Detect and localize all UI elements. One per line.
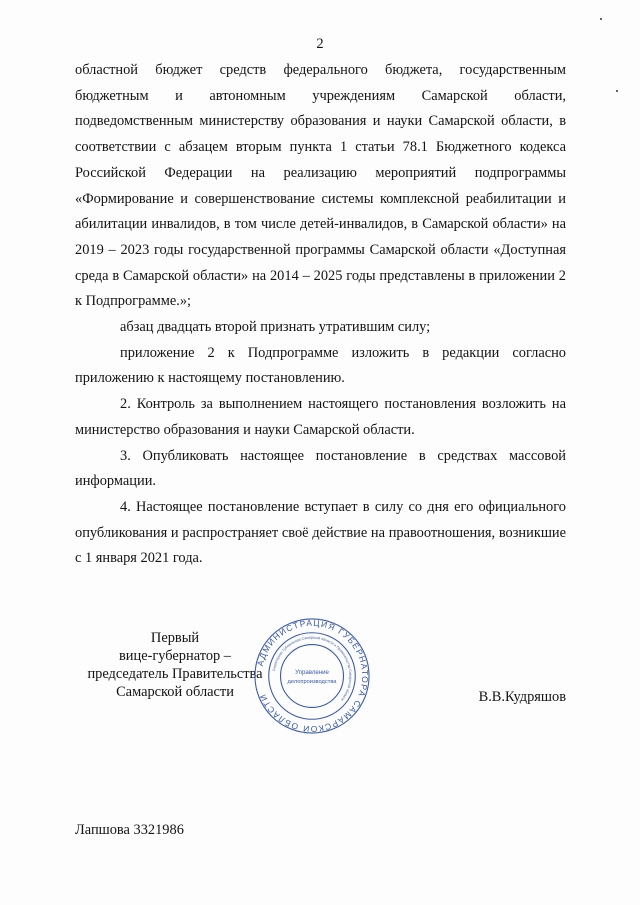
signatory-title-line: Первый [150,630,200,646]
paragraph-1: областной бюджет средств федерального бюджета, государственным бюджетным и автономным учреждениям Самарской области, подведомственным министерству образования и науки Самарской области, в соответствии с абзацем вторым пункта 1 статьи 78.1 Бюджетного кодекса Российской Федерации на реализацию мероприятий подпрограммы «Формирование и совершенствование системы комплексной реабилитации и абилитации инвалидов, в том числе детей-инвалидов, в Самарской области» на 2019 – 2023 годы государственной программы Самарской области «Доступная среда в Самарской области» на 2014 – 2025 годы представлены в приложении 2 к Подпрограмме.»; [75,62,566,310]
paragraph-2: абзац двадцать второй признать утратившим силу; [120,319,431,336]
signatory-name: В.В.Кудряшов [478,689,566,705]
paragraph-5: 3. Опубликовать настоящее постановление в средствах массовой информации. [75,447,566,490]
document-body [75,58,566,572]
scan-speck [600,18,602,20]
paragraph-4: 2. Контроль за выполнением настоящего постановления возложить на министерство образования и науки Самарской области. [75,396,566,438]
stamp-center-line: Управление [295,669,329,677]
stamp-seal-icon [253,617,371,735]
signatory-title [75,629,275,701]
stamp-outer-text: АДМИНИСТРАЦИЯ ГУБЕРНАТОРА САМАРСКОЙ ОБЛАСТИ [254,617,371,735]
page-number: 2 [316,36,324,52]
stamp-middle-text: Секретариат Губернатора Самарской области и Правительства Самарской области [271,635,353,702]
stamp-center-line: делопроизводства [287,678,337,685]
scan-speck [616,90,618,92]
signatory-title-line: вице-губернатор – [119,648,231,664]
official-stamp [253,617,371,735]
signatory-title-line: Самарской области [116,684,234,700]
signature-block [75,617,566,739]
executor-note: Лапшова 3321986 [75,822,184,838]
paragraph-3: приложение 2 к Подпрограмме изложить в редакции согласно приложению к настоящему постановлению. [75,344,566,387]
signatory-title-line: председатель Правительства [87,666,263,682]
paragraph-6: 4. Настоящее постановление вступает в силу со дня его официального опубликования и распространяет своё действие на правоотношения, возникшие с 1 января 2021 года. [75,498,566,567]
